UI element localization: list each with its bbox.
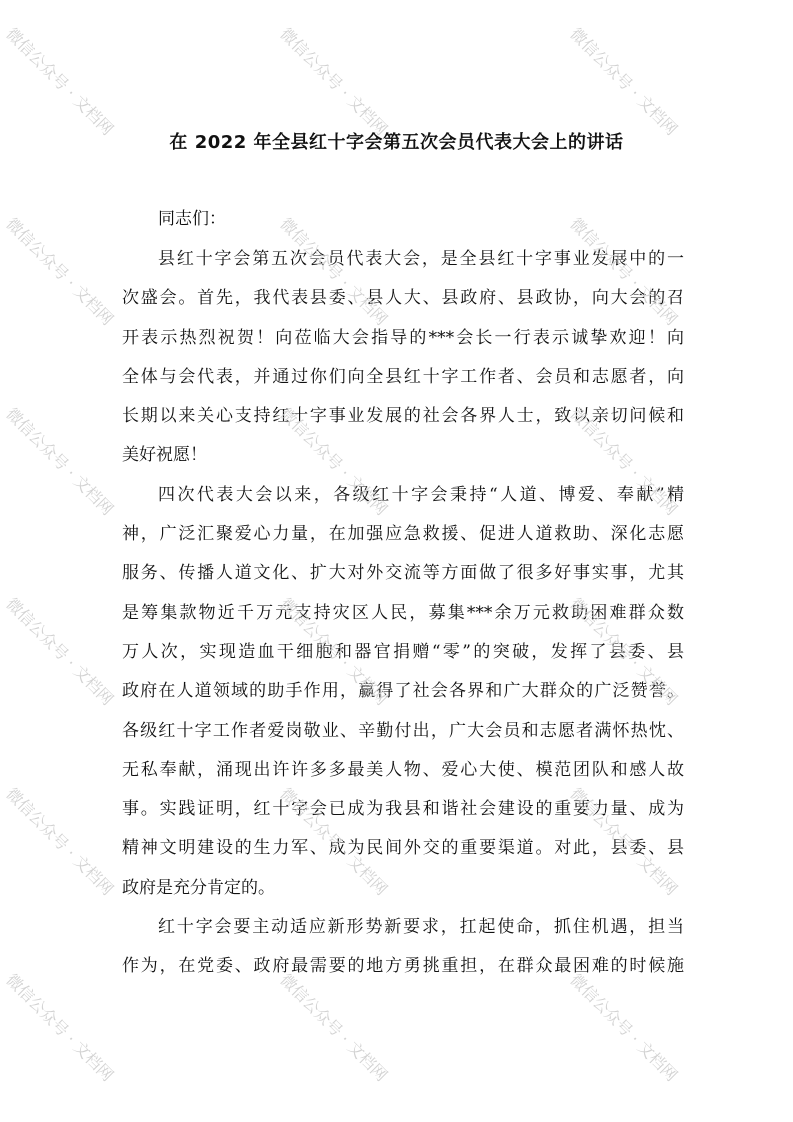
watermark: 微信公众号 · 文档网 (276, 784, 392, 899)
paragraph-line: 是筹集款物近千万元支持灾区人民，募集***余万元救助困难群众数 (122, 602, 684, 623)
paragraph-line: 作为，在党委、政府最需要的地方勇挑重担，在群众最困难的时候施 (122, 956, 684, 977)
paragraph-line: 服务、传播人道文化、扩大对外交流等方面做了很多好事实事，尤其 (122, 563, 684, 584)
paragraph-line: 全体与会代表，并通过你们向全县红十字工作者、会员和志愿者，向 (122, 366, 684, 387)
watermark: 微信公众号 · 文档网 (2, 404, 118, 519)
paragraph-line: 次盛会。首先，我代表县委、县人大、县政府、县政协，向大会的召 (122, 288, 684, 309)
watermark: 微信公众号 · 文档网 (2, 784, 118, 899)
watermark: 微信公众号 · 文档网 (276, 970, 392, 1085)
paragraph-line: 美好祝愿！ (122, 445, 207, 466)
salutation: 同志们： (158, 209, 226, 229)
paragraph-line: 无私奉献，涌现出许许多多最美人物、爱心大使、模范团队和感人故 (122, 759, 684, 780)
paragraph-line: 政府在人道领域的助手作用，赢得了社会各界和广大群众的广泛赞誉。 (122, 681, 684, 702)
watermark: 微信公众号 · 文档网 (276, 214, 392, 329)
watermark: 微信公众号 · 文档网 (2, 24, 118, 139)
watermark: 微信公众号 · 文档网 (566, 594, 682, 709)
paragraph-line: 万人次，实现造血干细胞和器官捐赠“零”的突破，发挥了县委、县 (122, 641, 684, 662)
paragraph-line: 政府是充分肯定的。 (122, 877, 275, 898)
watermark: 微信公众号 · 文档网 (566, 214, 682, 329)
watermark: 微信公众号 · 文档网 (566, 784, 682, 899)
watermark: 微信公众号 · 文档网 (276, 24, 392, 139)
watermark: 微信公众号 · 文档网 (276, 404, 392, 519)
watermark: 微信公众号 · 文档网 (566, 970, 682, 1085)
paragraph-line: 县红十字会第五次会员代表大会，是全县红十字事业发展中的一 (158, 249, 684, 269)
paragraph-line: 长期以来关心支持红十字事业发展的社会各界人士，致以亲切问候和 (122, 406, 684, 427)
document-title: 在 2022 年全县红十字会第五次会员代表大会上的讲话 (169, 132, 624, 153)
paragraph-line: 神，广泛汇聚爱心力量，在加强应急救援、促进人道救助、深化志愿 (122, 524, 684, 545)
watermark: 微信公众号 · 文档网 (2, 594, 118, 709)
paragraph-line: 精神文明建设的生力军、成为民间外交的重要渠道。对此，县委、县 (122, 838, 684, 859)
document-body (122, 240, 684, 987)
watermark: 微信公众号 · 文档网 (566, 404, 682, 519)
watermark: 微信公众号 · 文档网 (566, 24, 682, 139)
paragraph-line: 四次代表大会以来，各级红十字会秉持“人道、博爱、奉献”精 (158, 484, 684, 505)
watermark: 微信公众号 · 文档网 (276, 594, 392, 709)
paragraph-line: 开表示热烈祝贺！向莅临大会指导的***会长一行表示诚挚欢迎！向 (122, 327, 684, 348)
watermark: 微信公众号 · 文档网 (2, 214, 118, 329)
paragraph-line: 各级红十字工作者爱岗敬业、辛勤付出，广大会员和志愿者满怀热忱、 (122, 720, 684, 741)
paragraph-line: 红十字会要主动适应新形势新要求，扛起使命，抓住机遇，担当 (158, 917, 684, 938)
paragraph-line: 事。实践证明，红十字会已成为我县和谐社会建设的重要力量、成为 (122, 799, 684, 820)
watermark: 微信公众号 · 文档网 (2, 970, 118, 1085)
